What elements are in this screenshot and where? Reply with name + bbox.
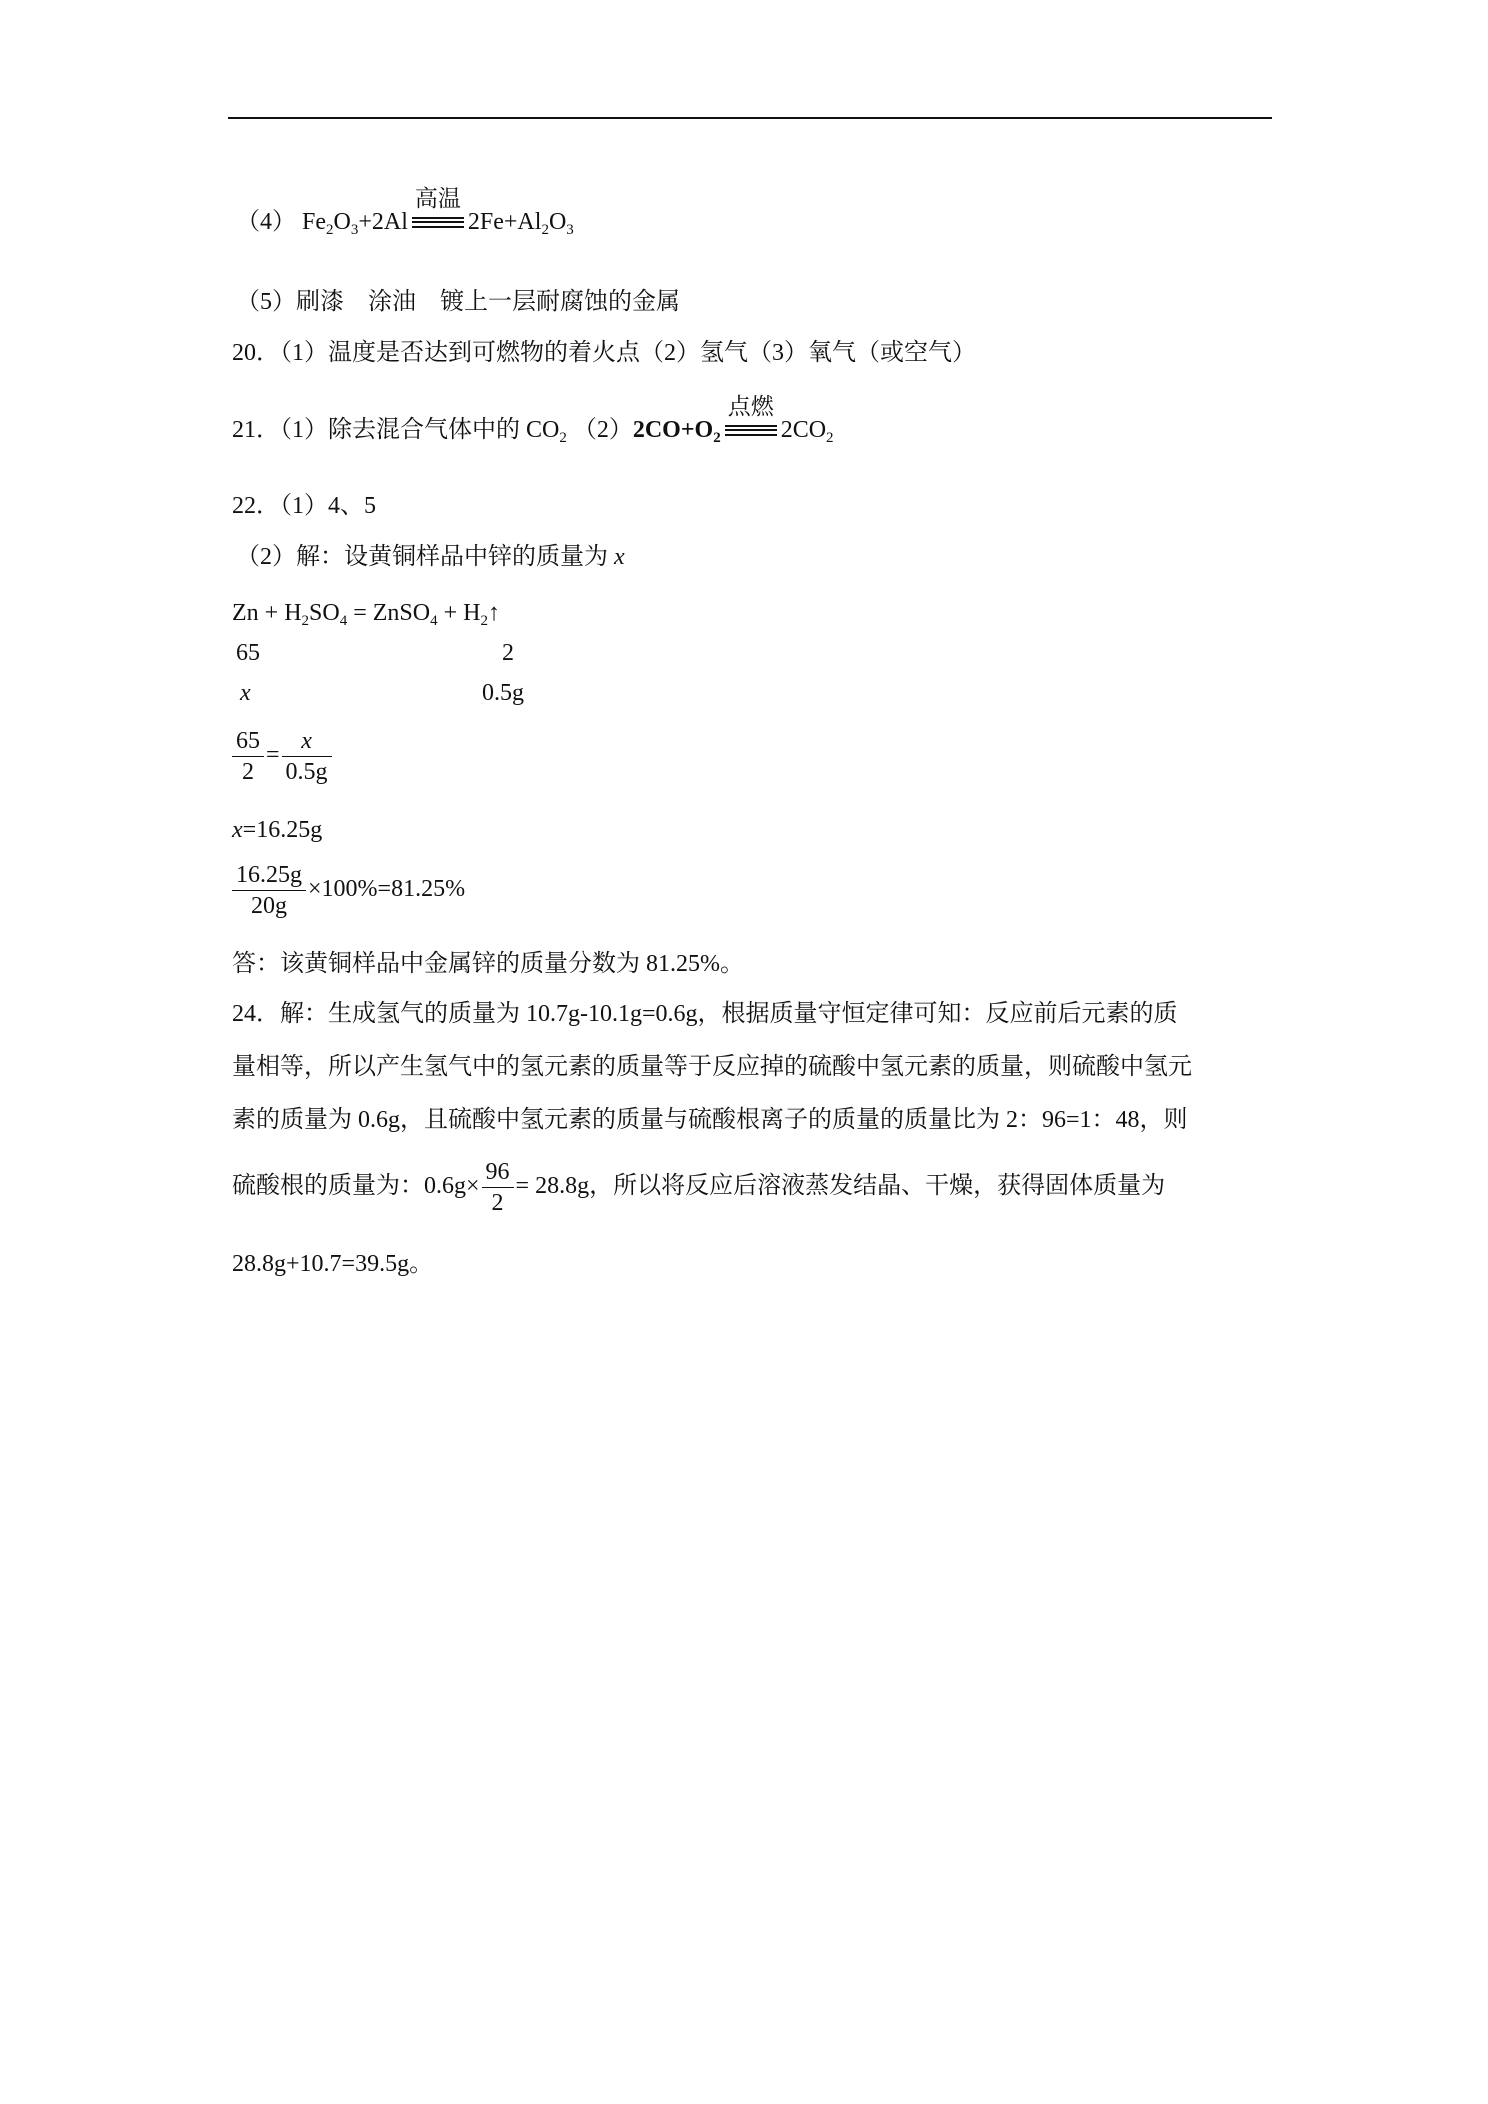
fraction: $\frac{16.25g}{20g}$ — [232, 860, 306, 921]
q22-mass-h2: 2 — [502, 640, 514, 666]
q22-result: x=16.25g — [232, 817, 323, 843]
q22-part2-intro: （2）解：设黄铜样品中锌的质量为 x — [236, 544, 625, 570]
q24-line3: 素的质量为 0.6g，且硫酸中氢元素的质量与硫酸根离子的质量的质量比为 2：96=1：48，则 — [232, 1107, 1188, 1133]
reaction-equals-sign: 点燃 — [723, 421, 779, 441]
q22-var-h2: 0.5g — [482, 680, 524, 706]
q24-line4: 硫酸根的质量为：0.6g× $\frac{96}{2}$ = 28.8g，所以将反应后溶液蒸发结晶、干燥，获得固体质量为 — [232, 1159, 1166, 1216]
q24-line2: 量相等，所以产生氢气中的氢元素的质量等于反应掉的硫酸中氢元素的质量，则硫酸中氢元 — [232, 1054, 1192, 1080]
q22-percentage: $\frac{16.25g}{20g}$ ×100%=81.25% — [230, 860, 465, 921]
q22-reaction-equation: $Zn + H_2SO_4$ = ZnSO$_4$ + $H_2↑$ — [232, 600, 500, 629]
q22-mass-zn: 65 — [236, 640, 260, 666]
q22-part1: 22．（1）4、5 — [232, 493, 376, 519]
q19-part4-equation: （4） $Fe_2O_3+2Al$ 高温 $2Fe+Al_2O_3$ — [236, 186, 574, 238]
fraction: $\frac{96}{2}$ — [482, 1157, 514, 1218]
fraction: $\frac{x}{0.5g}$ — [282, 726, 332, 787]
q21-answer: 21．（1）除去混合气体中的 $CO_2$ $(2)2CO+O_2$ 点燃 $2CO_2$ — [232, 394, 834, 446]
q22-answer: 答：该黄铜样品中金属锌的质量分数为 81.25%。 — [232, 951, 744, 977]
q24-line1: 24．解：生成氢气的质量为 10.7g-10.1g=0.6g，根据质量守恒定律可知：反应前后元素的质 — [232, 1001, 1178, 1027]
q19-part5: （5）刷漆 涂油 镀上一层耐腐蚀的金属 — [236, 289, 680, 315]
q20-answer: 20．（1）温度是否达到可燃物的着火点（2）氢气（3）氧气（或空气） — [232, 340, 976, 366]
fraction: $\frac{65}{2}$ — [232, 726, 264, 787]
q22-proportion: $\frac{65}{2}$ = $\frac{x}{0.5g}$ — [230, 726, 334, 787]
q24-line5: 28.8g+10.7=39.5g。 — [232, 1251, 434, 1277]
header-rule — [228, 117, 1272, 119]
q22-var-zn: x — [240, 680, 251, 706]
reaction-equals-sign: 高温 — [410, 213, 466, 233]
